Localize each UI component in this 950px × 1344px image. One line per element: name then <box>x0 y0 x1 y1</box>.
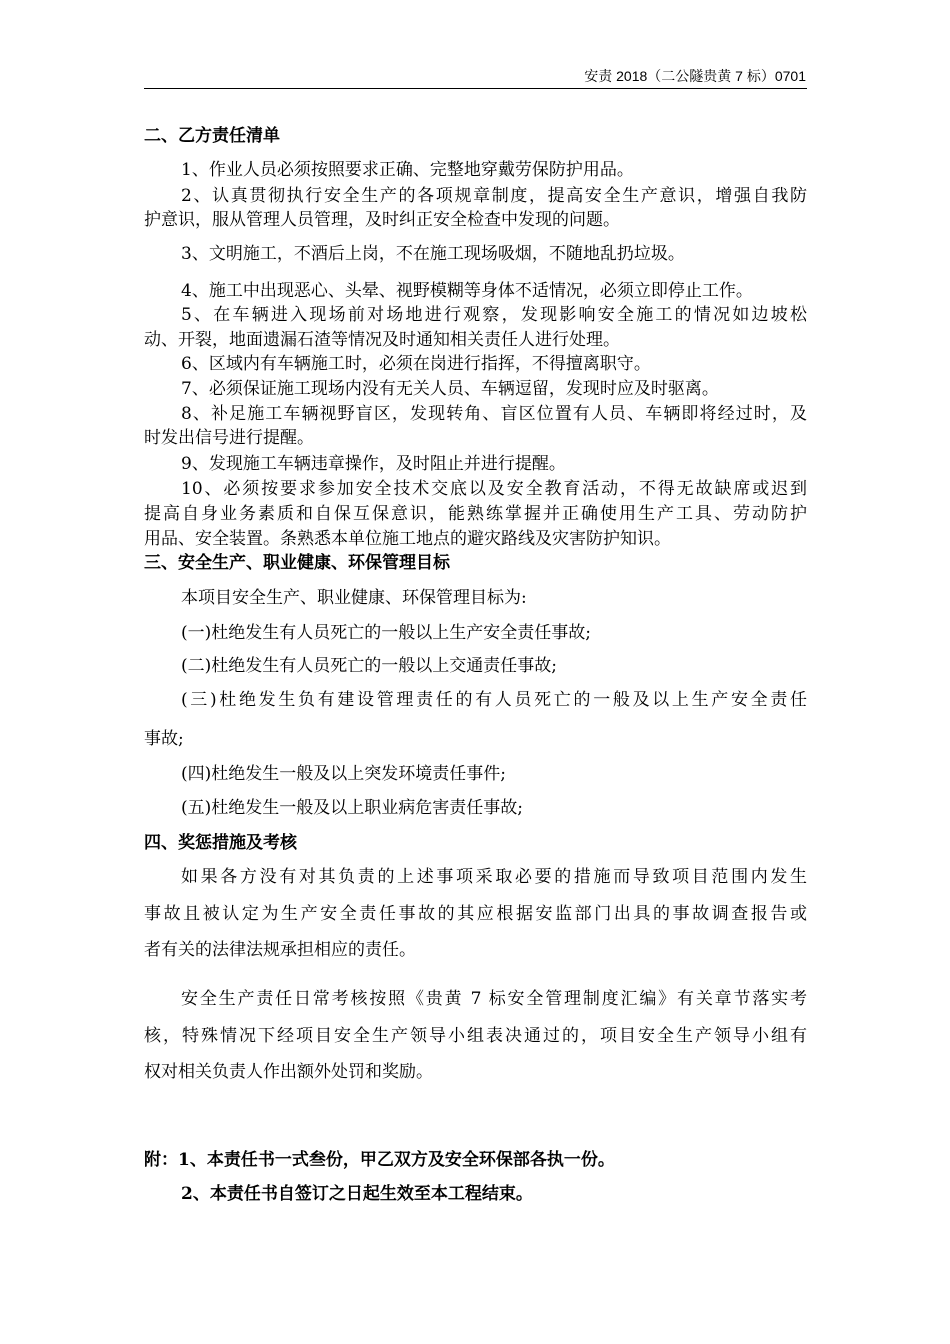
paragraph-line: 4、施工中出现恶心、头晕、视野模糊等身体不适情况，必须立即停止工作。 <box>181 281 753 301</box>
section-heading: 四、奖惩措施及考核 <box>144 833 297 853</box>
paragraph-line: 提高自身业务素质和自保互保意识，能熟练掌握并正确使用生产工具、劳动防护 <box>144 504 807 524</box>
paragraph-line: 9、发现施工车辆违章操作，及时阻止并进行提醒。 <box>181 454 566 474</box>
paragraph-line: 护意识，服从管理人员管理，及时纠正安全检查中发现的问题。 <box>144 210 620 230</box>
paragraph-line: (五)杜绝发生一般及以上职业病危害责任事故; <box>181 798 523 818</box>
header-rule <box>144 88 807 89</box>
paragraph-line: 10、必须按要求参加安全技术交底以及安全教育活动，不得无故缺席或迟到 <box>181 479 807 499</box>
paragraph-line: (一)杜绝发生有人员死亡的一般以上生产安全责任事故; <box>181 623 591 643</box>
paragraph-line: 安全生产责任日常考核按照《贵黄 7 标安全管理制度汇编》有关章节落实考 <box>181 989 807 1009</box>
paragraph-line: 事故; <box>144 729 184 749</box>
paragraph-line: 6、区域内有车辆施工时，必须在岗进行指挥，不得擅离职守。 <box>181 354 651 374</box>
appendix-line: 2、本责任书自签订之日起生效至本工程结束。 <box>181 1184 533 1204</box>
paragraph-line: (二)杜绝发生有人员死亡的一般以上交通责任事故; <box>181 656 557 676</box>
section-heading: 二、乙方责任清单 <box>144 126 280 146</box>
paragraph-line: 事故且被认定为生产安全责任事故的其应根据安监部门出具的事故调查报告或 <box>144 904 807 924</box>
appendix-line: 附：1、本责任书一式叁份，甲乙双方及安全环保部各执一份。 <box>144 1150 615 1170</box>
paragraph-line: 核，特殊情况下经项目安全生产领导小组表决通过的，项目安全生产领导小组有 <box>144 1026 807 1046</box>
paragraph-line: 本项目安全生产、职业健康、环保管理目标为: <box>181 588 527 608</box>
paragraph-line: 3、文明施工，不酒后上岗，不在施工现场吸烟，不随地乱扔垃圾。 <box>181 244 685 264</box>
paragraph-line: 用品、安全装置。条熟悉本单位施工地点的避灾路线及灾害防护知识。 <box>144 529 671 549</box>
paragraph-line: 5、在车辆进入现场前对场地进行观察，发现影响安全施工的情况如边坡松 <box>181 305 807 325</box>
paragraph-line: (四)杜绝发生一般及以上突发环境责任事件; <box>181 764 506 784</box>
paragraph-line: 时发出信号进行提醒。 <box>144 428 314 448</box>
paragraph-line: 1、作业人员必须按照要求正确、完整地穿戴劳保防护用品。 <box>181 160 634 180</box>
paragraph-line: 如果各方没有对其负责的上述事项采取必要的措施而导致项目范围内发生 <box>181 867 807 887</box>
document-code: 安责 2018（二公隧贵黄 7 标）0701 <box>584 68 806 84</box>
paragraph-line: 者有关的法律法规承担相应的责任。 <box>144 940 416 960</box>
paragraph-line: 2、认真贯彻执行安全生产的各项规章制度，提高安全生产意识，增强自我防 <box>181 186 807 206</box>
paragraph-line: 8、补足施工车辆视野盲区，发现转角、盲区位置有人员、车辆即将经过时，及 <box>181 404 807 424</box>
paragraph-line: 7、必须保证施工现场内没有无关人员、车辆逗留，发现时应及时驱离。 <box>181 379 719 399</box>
paragraph-line: 权对相关负责人作出额外处罚和奖励。 <box>144 1062 433 1082</box>
paragraph-line: 动、开裂，地面遗漏石渣等情况及时通知相关责任人进行处理。 <box>144 330 620 350</box>
section-heading: 三、安全生产、职业健康、环保管理目标 <box>144 553 450 573</box>
paragraph-line: (三)杜绝发生负有建设管理责任的有人员死亡的一般及以上生产安全责任 <box>181 690 807 710</box>
